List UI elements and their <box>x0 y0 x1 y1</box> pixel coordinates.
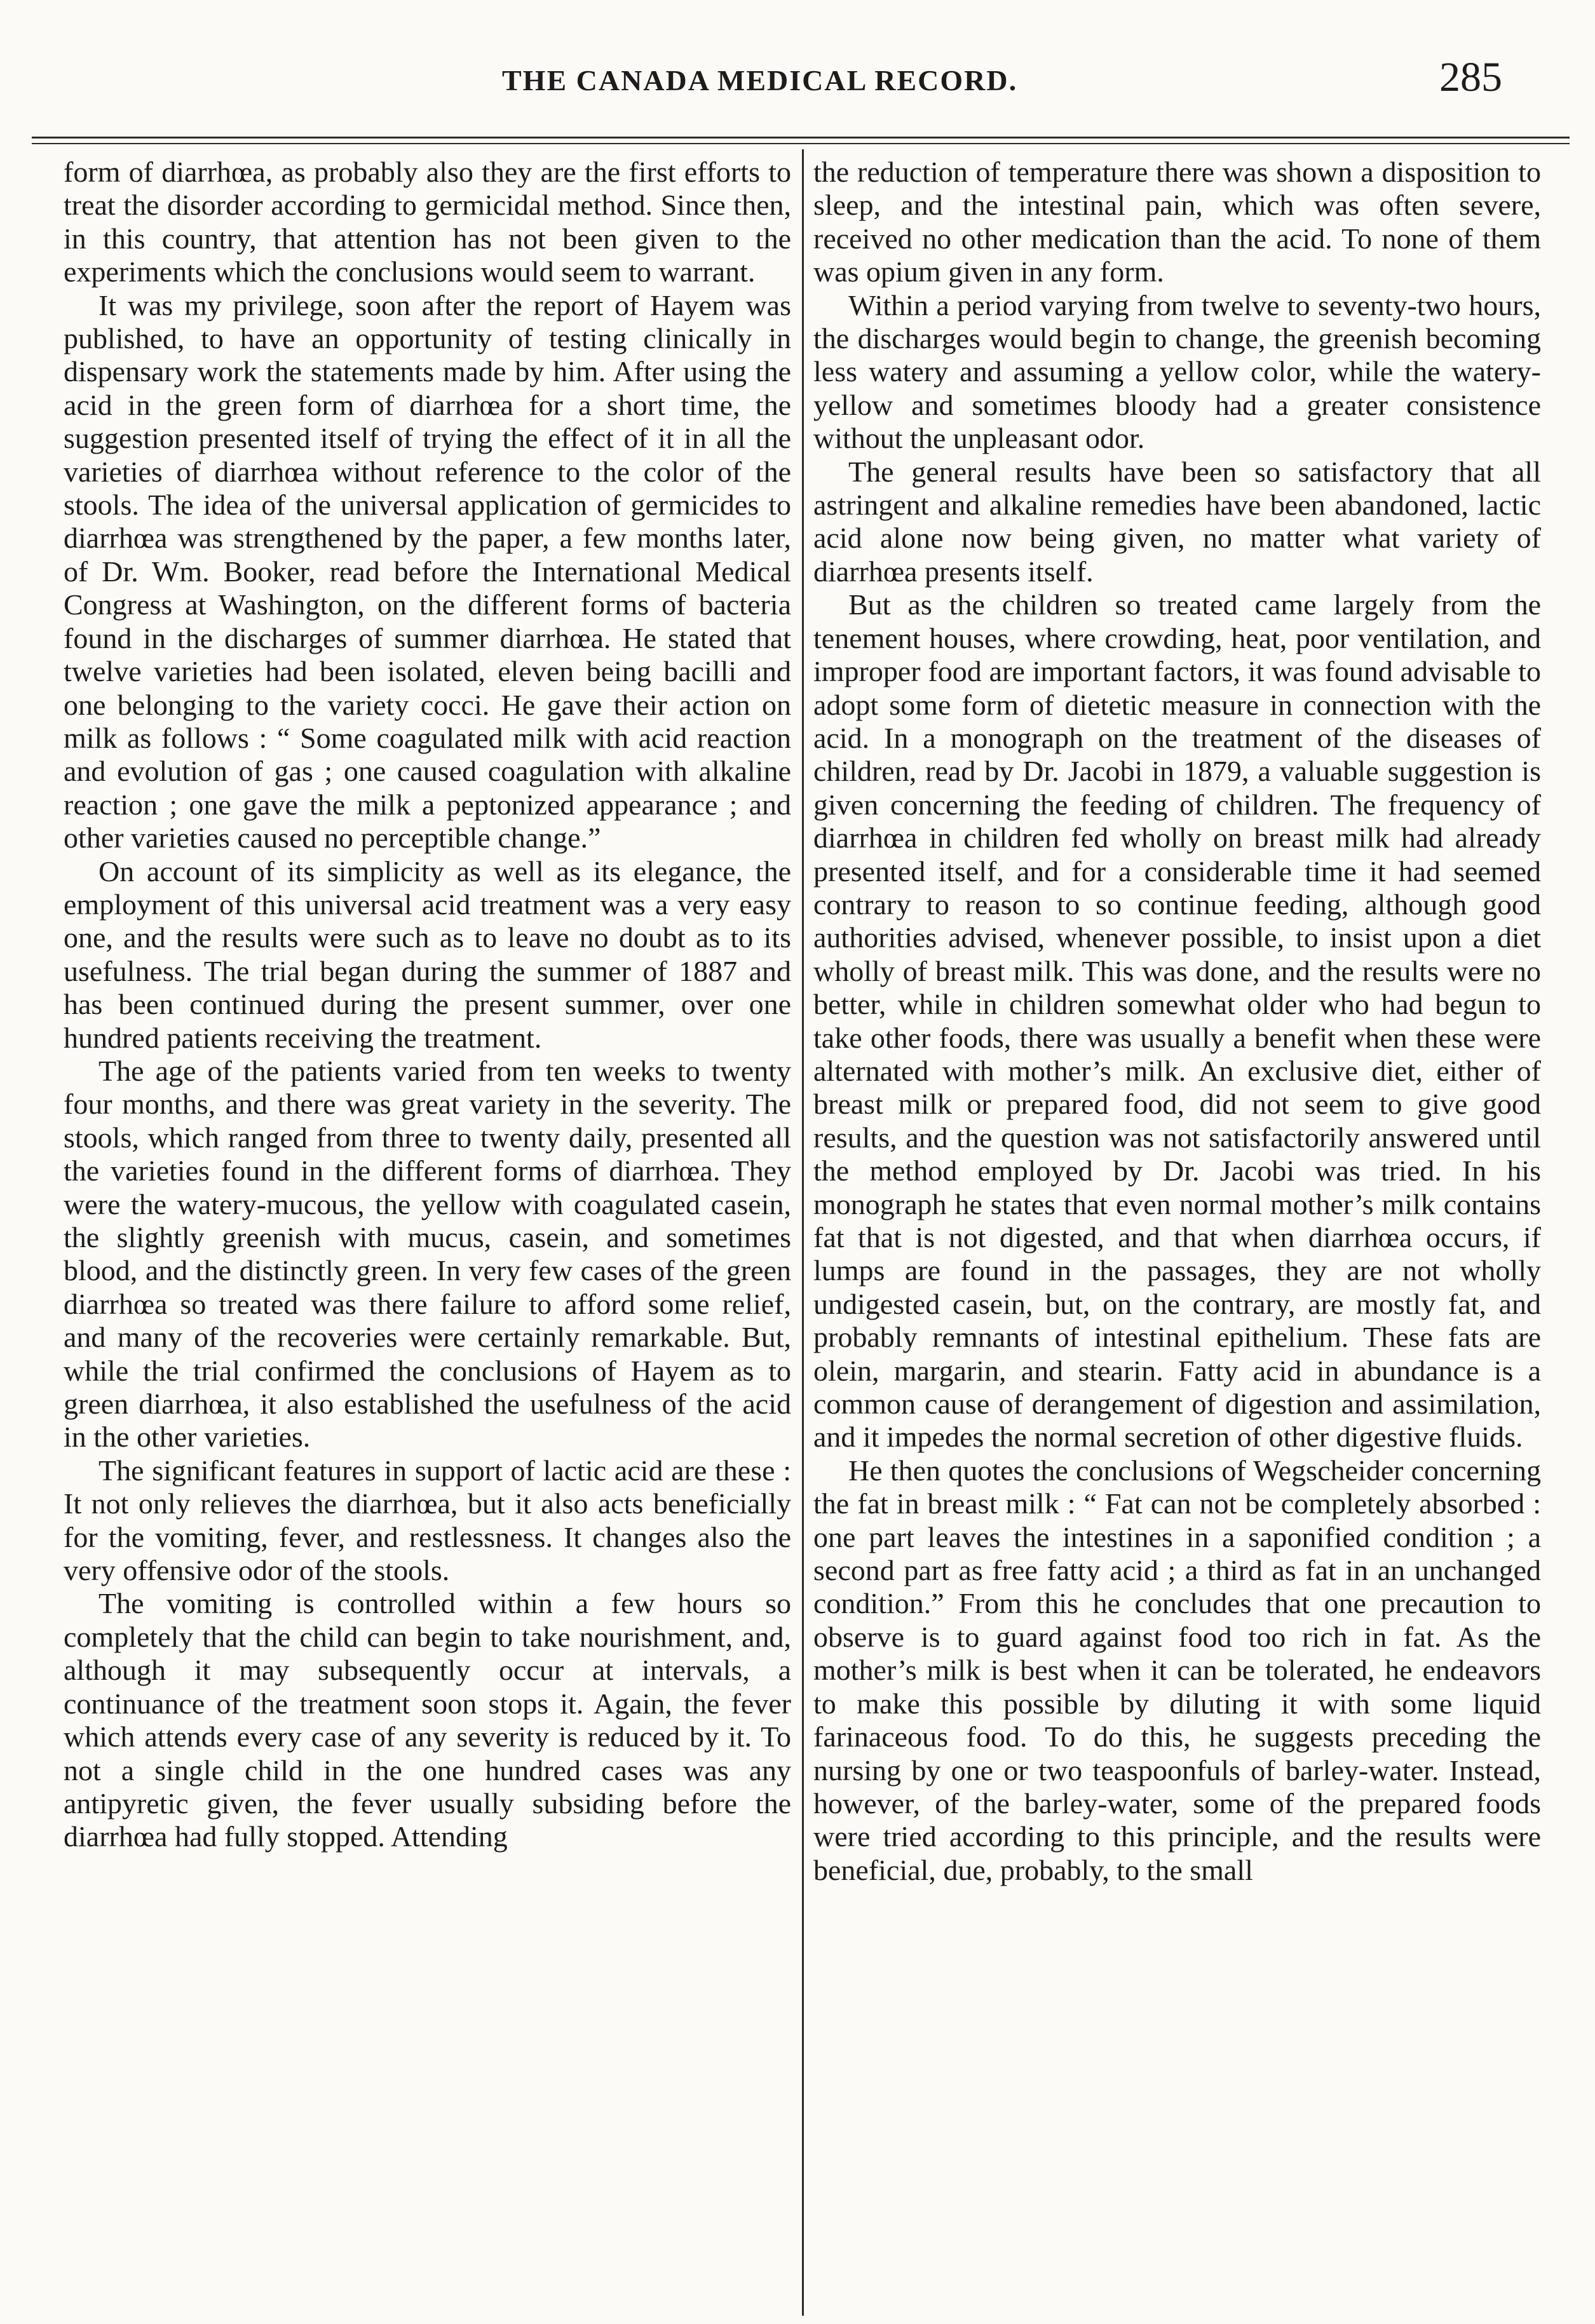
paragraph: Within a period varying from twelve to seventy-two hours, the discharges would begin to change, the greenish becoming less watery and assuming a yellow color, while the watery-yellow and sometimes bloody had a greater consistence without the unpleasant odor. <box>813 288 1541 455</box>
running-head <box>0 44 1595 114</box>
paragraph: the reduction of temperature there was shown a disposition to sleep, and the intestinal pain, which was often severe, received no other medication than the acid. To none of them was opium given in any form. <box>813 156 1541 288</box>
paragraph: It was my privilege, soon after the report of Hayem was published, to have an opportunity of testing clinically in dispensary work the statements made by him. After using the acid in the green form of diarrhœa for a short time, the suggestion presented itself of trying the effect of it in all the varieties of diarrhœa without reference to the color of the stools. The idea of the universal application of germicides to diarrhœa was strengthened by the paper, a few months later, of Dr. Wm. Booker, read before the International Medical Congress at Washington, on the different forms of bacteria found in the discharges of summer diarrhœa. He stated that twelve varieties had been isolated, eleven being bacilli and one belonging to the variety cocci. He gave their action on milk as follows : “ Some coagulated milk with acid reaction and evolution of gas ; one caused coagulation with alkaline reaction ; one gave the milk a peptonized appearance ; and other varieties caused no perceptible change.” <box>64 288 791 855</box>
left-column <box>64 156 791 2290</box>
paragraph: He then quotes the conclusions of Wegscheider concerning the fat in breast milk : “ Fat can not be completely absorbed : one part leaves the intestines in a saponified condition ; a second part as free fatty acid ; a third as fat in an unchanged condition.” From this he concludes that one precaution to observe is to guard against food too rich in fat. As the mother’s milk is best when it can be tolerated, he endeavors to make this possible by diluting it with some liquid farinaceous food. To do this, he suggests preceding the nursing by one or two teaspoonfuls of barley-water. Instead, however, of the barley-water, some of the prepared foods were tried according to this principle, and the results were beneficial, due, probably, to the small <box>813 1454 1541 1886</box>
paragraph: The significant features in support of lactic acid are these : It not only relieves the diarrhœa, but it also acts beneficially for the vomiting, fever, and restlessness. It changes also the very offensive odor of the stools. <box>64 1454 791 1587</box>
paragraph: The vomiting is controlled within a few hours so completely that the child can begin to take nourishment, and, although it may subsequently occur at intervals, a continuance of the treatment soon stops it. Again, the fever which attends every case of any severity is reduced by it. To not a single child in the one hundred cases was any antipyretic given, the fever usually subsiding before the diarrhœa had fully stopped. Attending <box>64 1587 791 1853</box>
paragraph: The age of the patients varied from ten weeks to twenty four months, and there was great variety in the severity. The stools, which ranged from three to twenty daily, presented all the varieties found in the different forms of diarrhœa. They were the watery-mucous, the yellow with coagulated casein, the slightly greenish with mucus, casein, and sometimes blood, and the distinctly green. In very few cases of the green diarrhœa so treated was there failure to afford some relief, and many of the recoveries were certainly remarkable. But, while the trial confirmed the conclusions of Hayem as to green diarrhœa, it also established the usefulness of the acid in the other varieties. <box>64 1054 791 1454</box>
paragraph: But as the children so treated came largely from the tenement houses, where crowding, heat, poor ventilation, and improper food are important factors, it was found advisable to adopt some form of dietetic measure in connection with the acid. In a monograph on the treatment of the diseases of children, read by Dr. Jacobi in 1879, a valuable suggestion is given concerning the feeding of children. The frequency of diarrhœa in children fed wholly on breast milk had already presented itself, and for a considerable time it had seemed contrary to reason to so continue feeding, although good authorities advised, whenever possible, to insist upon a diet wholly of breast milk. This was done, and the results were no better, while in children somewhat older who had begun to take other foods, there was usually a benefit when these were alternated with mother’s milk. An exclusive diet, either of breast milk or prepared food, did not seem to give good results, and the question was not satisfactorily answered until the method employed by Dr. Jacobi was tried. In his monograph he states that even normal mother’s milk contains fat that is not digested, and that when diarrhœa occurs, if lumps are found in the passages, they are not wholly undigested casein, but, on the contrary, are mostly fat, and probably remnants of intestinal epithelium. These fats are olein, margarin, and stearin. Fatty acid in abundance is a common cause of derangement of digestion and assimilation, and it impedes the normal secretion of other digestive fluids. <box>813 588 1541 1454</box>
page-number: 285 <box>1439 54 1502 100</box>
paragraph: On account of its simplicity as well as its elegance, the employment of this universal acid treatment was a very easy one, and the results were such as to leave no doubt as to its usefulness. The trial began during the summer of 1887 and has been continued during the present summer, over one hundred patients receiving the treatment. <box>64 855 791 1054</box>
right-column <box>813 156 1541 2290</box>
journal-title: THE CANADA MEDICAL RECORD. <box>502 64 1018 97</box>
paragraph: The general results have been so satisfactory that all astringent and alkaline remedies have been abandoned, lactic acid alone now being given, no matter what variety of diarrhœa presents itself. <box>813 455 1541 588</box>
paragraph: form of diarrhœa, as probably also they are the first efforts to treat the disorder according to germicidal method. Since then, in this country, that attention has not been given to the experiments which the conclusions would seem to warrant. <box>64 156 791 288</box>
column-divider <box>802 149 804 2316</box>
header-rule-thick <box>32 137 1570 138</box>
header-rule-thin <box>32 143 1570 144</box>
